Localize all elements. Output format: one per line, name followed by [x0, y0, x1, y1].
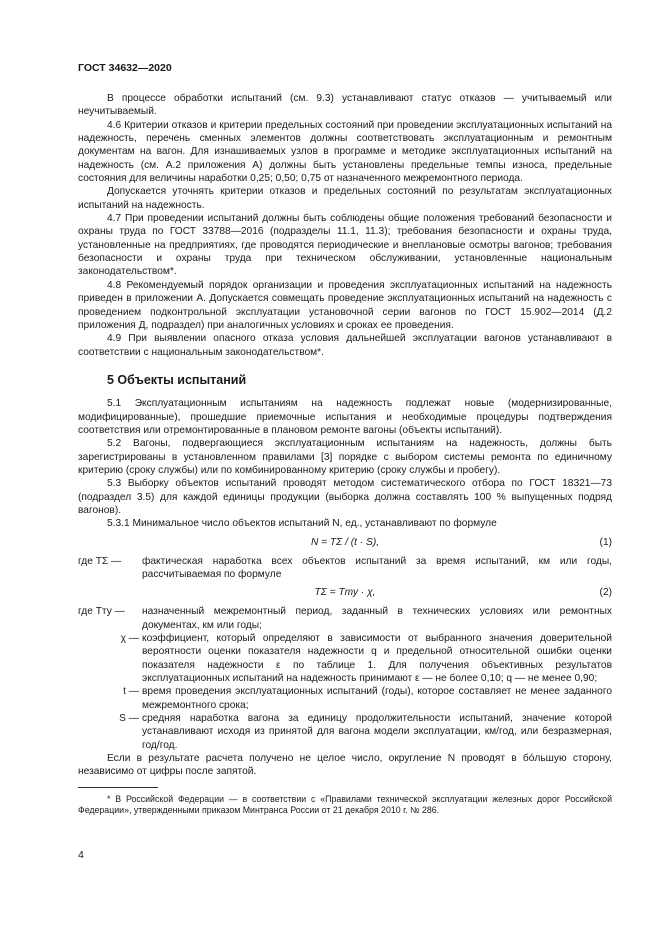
definition-term: t — [123, 686, 139, 698]
formula-1 [78, 536, 612, 550]
definition-item [78, 632, 612, 685]
paragraph-4-9: 4.9 При выявлении опасного отказа условия дальнейшей эксплуатации вагонов устанавливают в соответствии с национальным законодательством*. [78, 333, 612, 358]
paragraph-4-7: 4.7 При проведении испытаний должны быть соблюдены общие положения требований безопасности и охраны труда по ГОСТ 33788—2016 (подразделы 11.1, 11.3); требования безопасности и охраны труда, установленные на предприятиях, где проводятся периодические и внеплановые осмотры вагонов; требования безопасности и охраны труда при техническом обслуживании, установленные национальным законодательством*. [78, 213, 612, 278]
definition-item [78, 685, 612, 712]
paragraph-5-2: 5.2 Вагоны, подвергающиеся эксплуатационным испытаниям на надежность, должны быть зарегистрированы в установленном правилами [3] порядке с выбором системы ремонта по единичному критерию (сроку службы) или по комбинированному критерию (сроку службы и пробегу). [78, 438, 612, 476]
definition-item [78, 555, 612, 582]
footnote-separator [78, 787, 158, 788]
definition-item [78, 712, 612, 752]
paragraph: В процессе обработки испытаний (см. 9.3) устанавливают статус отказов — учитываемый или неучитываемый. [78, 93, 612, 118]
definition-term: где TΣ — [78, 555, 122, 567]
definition-term: S — [119, 713, 139, 725]
document-body [78, 92, 612, 817]
formula-2-number: (2) [599, 587, 612, 599]
formula-1-text: N = TΣ / (t · S), [310, 536, 380, 548]
formula-1-number: (1) [599, 536, 612, 548]
definition-text: назначенный межремонтный период, заданный в технических условиях или ремонтных документах, км или годы; [142, 606, 612, 631]
footnote: * В Российской Федерации — в соответствии с «Правилами технической эксплуатации железных дорог Российской Федерации», утвержденными приказом Минтранса России от 21 декабря 2010 г. № 286. [78, 793, 612, 816]
paragraph-5-3-1: 5.3.1 Минимальное число объектов испытаний N, ед., устанавливают по формуле [107, 518, 497, 530]
section-title: 5 Объекты испытаний [107, 372, 247, 387]
definition-term: где Tту — [78, 606, 125, 618]
definition-item [78, 605, 612, 632]
definition-term: χ — [120, 633, 139, 645]
document-header: ГОСТ 34632—2020 [78, 62, 172, 74]
definition-text: фактическая наработка всех объектов испытаний за время испытаний, км или годы, рассчитываемая по формуле [142, 555, 612, 580]
page-number: 4 [78, 849, 84, 861]
paragraph: Если в результате расчета получено не целое число, округление N проводят в бóльшую сторону, независимо от цифры после запятой. [78, 753, 612, 778]
paragraph-4-6: 4.6 Критерии отказов и критерии предельных состояний при проведении эксплуатационных испытаний на надежность, перечень сменных элементов должны соответствовать эксплуатационным и ремонтным документам на вагон. Для изнашиваемых узлов в программе и методике эксплуатационных испытаний на надежность (см. А.2 приложения А) должны быть установлены предельные темпы износа, предельные состояния для величины наработки 0,25; 0,50; 0,75 от назначенного межремонтного периода. [78, 119, 612, 185]
formula-2 [78, 586, 612, 600]
definition-text: коэффициент, который определяют в зависимости от выбранного значения доверительной вероятности оценки показателя надежности q и предельной относительной ошибки оценки показателя надежности ε по таблице 1. Для получения объективных результатов эксплуатационных испытаний на надежность принимают ε — не более 0,10; q — не менее 0,90; [142, 633, 612, 685]
paragraph-5-1: 5.1 Эксплуатационным испытаниям на надежность подлежат новые (модернизированные, модифицированные), прошедшие приемочные испытания и необходимые процедуры подтверждения соответствия или отремонтированные в плановом ремонте вагоны (объекты испытаний). [78, 398, 612, 436]
definition-text: время проведения эксплуатационных испытаний (годы), которое составляет не менее заданного межремонтного срока; [142, 686, 612, 711]
paragraph-4-8: 4.8 Рекомендуемый порядок организации и проведения эксплуатационных испытаний на надежность приведен в приложении А. Допускается совмещать проведение эксплуатационных испытаний на надежность с проведением подконтрольной эксплуатации установочной серии вагонов по ГОСТ 15.902—2014 (Д.2 приложения Д, подраздел) при аналогичных условиях и сроках ее проведения. [78, 279, 612, 331]
paragraph: Допускается уточнять критерии отказов и предельных состояний по результатам эксплуатационных испытаний на надежность. [78, 186, 612, 211]
paragraph-5-3: 5.3 Выборку объектов испытаний проводят методом систематического отбора по ГОСТ 18321—73 (подраздел 3.5) для каждой единицы продукции (выборка должна составлять 100 % выпущенных подряд вагонов). [78, 478, 612, 516]
formula-2-text: TΣ = Tту · χ, [314, 587, 376, 599]
definition-text: средняя наработка вагона за единицу продолжительности испытаний, значение которой устанавливают исходя из принятой для вагона модели эксплуатации, км/год, или безразмерная, год/год. [142, 713, 612, 751]
